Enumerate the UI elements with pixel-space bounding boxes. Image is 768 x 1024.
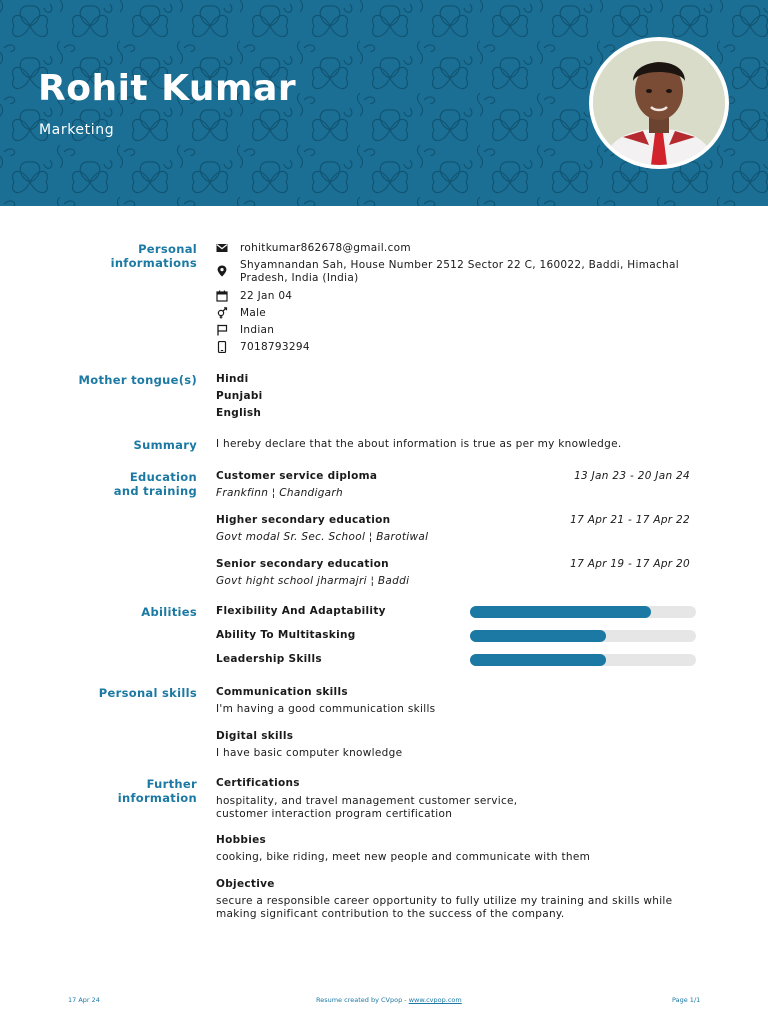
candidate-role: Marketing bbox=[39, 122, 115, 138]
skill-title: Digital skills bbox=[216, 730, 294, 742]
section-label-personal-skills: Personal skills bbox=[98, 686, 197, 700]
summary-text: I hereby declare that the about information is true as per my knowledge. bbox=[216, 438, 622, 450]
section-label-further-text: Further information bbox=[117, 777, 197, 805]
skill-text: I'm having a good communication skills bbox=[216, 703, 436, 715]
section-label-summary: Summary bbox=[133, 438, 197, 452]
education-dates: 13 Jan 23 - 20 Jan 24 bbox=[574, 470, 690, 482]
cvpop-link[interactable]: www.cvpop.com bbox=[408, 996, 462, 1004]
language-item: Hindi bbox=[216, 373, 249, 385]
ability-level-fill bbox=[470, 630, 606, 642]
section-label-further bbox=[113, 777, 197, 805]
ability-level-bar bbox=[470, 654, 696, 666]
section-label-abilities: Abilities bbox=[141, 605, 197, 619]
hobbies-text: cooking, bike riding, meet new people and communicate with them bbox=[216, 851, 591, 863]
language-item: English bbox=[216, 407, 262, 419]
gender-text: Male bbox=[240, 307, 267, 319]
education-dates: 17 Apr 21 - 17 Apr 22 bbox=[570, 514, 690, 526]
ability-level-bar bbox=[470, 630, 696, 642]
footer-page-number: Page 1/1 bbox=[672, 996, 701, 1004]
section-label-personal-text: Personal informations bbox=[110, 242, 197, 270]
certifications-title: Certifications bbox=[216, 777, 300, 789]
objective-line: secure a responsible career opportunity to fully utilize my training and skills while bbox=[216, 895, 673, 907]
nationality-text: Indian bbox=[240, 324, 275, 336]
certifications-line: hospitality, and travel management customer service, bbox=[216, 795, 518, 807]
education-title: Senior secondary education bbox=[216, 558, 389, 570]
location-pin-icon bbox=[216, 265, 228, 277]
calendar-icon bbox=[216, 290, 228, 302]
candidate-name: Rohit Kumar bbox=[38, 68, 297, 109]
ability-level-fill bbox=[470, 654, 606, 666]
education-title: Higher secondary education bbox=[216, 514, 391, 526]
skill-title: Communication skills bbox=[216, 686, 348, 698]
hobbies-title: Hobbies bbox=[216, 834, 267, 846]
education-place: Frankfinn ¦ Chandigarh bbox=[216, 487, 343, 499]
section-label-education bbox=[101, 470, 197, 498]
education-dates: 17 Apr 19 - 17 Apr 20 bbox=[570, 558, 690, 570]
ability-level-bar bbox=[470, 606, 696, 618]
objective-title: Objective bbox=[216, 878, 275, 890]
address-text: Shyamnandan Sah, House Number 2512 Sector 22 C, 160022, Baddi, Himachal Pradesh, India (India) bbox=[240, 259, 679, 284]
objective-line: making significant contribution to the success of the company. bbox=[216, 908, 565, 920]
birthdate-text: 22 Jan 04 bbox=[240, 290, 293, 302]
skill-text: I have basic computer knowledge bbox=[216, 747, 403, 759]
flag-icon bbox=[216, 324, 228, 336]
avatar bbox=[593, 41, 725, 165]
phone-text: 7018793294 bbox=[240, 341, 310, 353]
footer-credit-text: Resume created by CVpop - bbox=[316, 996, 409, 1004]
section-label-personal bbox=[97, 242, 197, 270]
ability-name: Ability To Multitasking bbox=[216, 629, 356, 641]
email-text: rohitkumar862678@gmail.com bbox=[240, 242, 411, 254]
gender-icon bbox=[216, 307, 228, 319]
ability-name: Leadership Skills bbox=[216, 653, 322, 665]
ability-level-fill bbox=[470, 606, 651, 618]
header-banner bbox=[0, 0, 768, 206]
education-place: Govt modal Sr. Sec. School ¦ Barotiwal bbox=[216, 531, 429, 543]
certifications-line: customer interaction program certification bbox=[216, 808, 453, 820]
profile-photo bbox=[589, 37, 729, 169]
section-label-mother-tongue: Mother tongue(s) bbox=[78, 373, 197, 387]
language-item: Punjabi bbox=[216, 390, 263, 402]
section-label-education-text: Education and training bbox=[113, 470, 197, 498]
mobile-phone-icon bbox=[216, 341, 228, 353]
envelope-icon bbox=[216, 242, 228, 254]
footer-credit bbox=[316, 996, 462, 1004]
ability-name: Flexibility And Adaptability bbox=[216, 605, 386, 617]
footer-date: 17 Apr 24 bbox=[68, 996, 100, 1004]
education-title: Customer service diploma bbox=[216, 470, 378, 482]
education-place: Govt hight school jharmajri ¦ Baddi bbox=[216, 575, 410, 587]
